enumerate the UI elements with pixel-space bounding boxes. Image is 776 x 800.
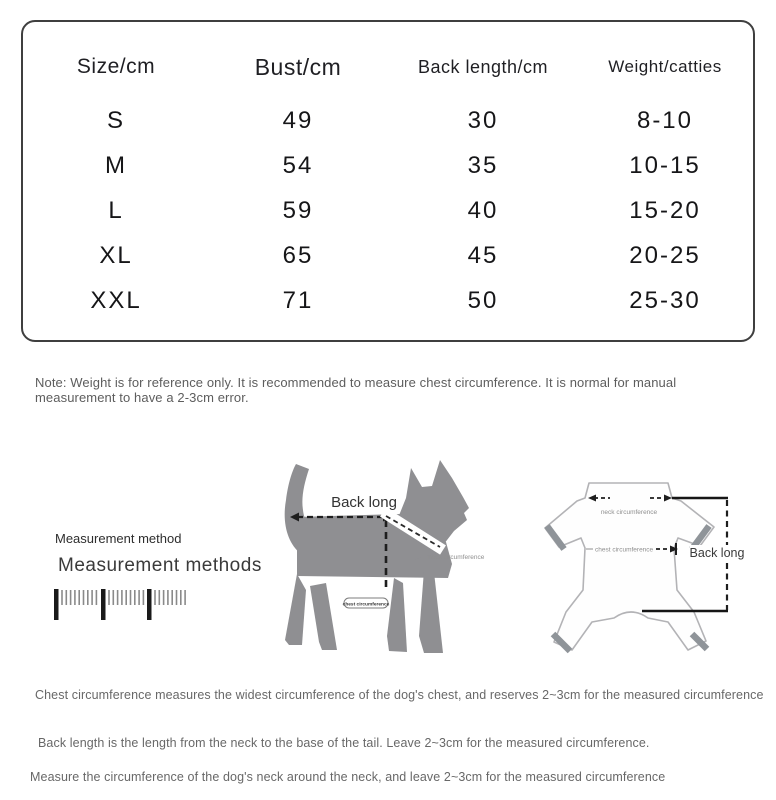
table-cell-bust: 49 <box>282 106 314 134</box>
table-cell-weight: 25-30 <box>629 286 701 314</box>
table-cell-bust: 71 <box>282 286 314 314</box>
footnote-neck: Measure the circumference of the dog's neck around the neck, and leave 2~3cm for the measured circumference <box>30 770 666 784</box>
table-cell-back: 50 <box>467 286 499 314</box>
measurement-methods-title: Measurement methods <box>58 555 262 576</box>
footnote-chest: Chest circumference measures the widest circumference of the dog's chest, and reserves 2~3cm for the measured circumference <box>35 688 764 702</box>
table-cell-bust: 65 <box>282 241 314 269</box>
column-header-weight: Weight/catties <box>608 57 722 76</box>
dog-neck-circumference-label: neck circumference <box>428 554 485 561</box>
garment-neck-circumference-label: neck circumference <box>600 509 658 516</box>
table-cell-weight: 15-20 <box>629 196 701 224</box>
column-header-bust: Bust/cm <box>254 53 342 80</box>
table-cell-size: L <box>108 196 124 224</box>
table-cell-back: 35 <box>467 151 499 179</box>
dog-back-long-label: Back long <box>331 494 397 511</box>
weight-reference-note: Note: Weight is for reference only. It is recommended to measure chest circumference. It is normal for manual measurement to have a 2-3cm error. <box>35 375 677 405</box>
table-cell-size: S <box>106 106 125 134</box>
table-cell-weight: 20-25 <box>629 241 701 269</box>
column-header-back: Back length/cm <box>417 56 549 77</box>
ruler-icon <box>54 588 202 624</box>
table-cell-back: 30 <box>467 106 499 134</box>
table-cell-size: M <box>105 151 127 179</box>
footnote-back-length: Back length is the length from the neck to the base of the tail. Leave 2~3cm for the measured circumference. <box>38 736 650 750</box>
table-cell-bust: 54 <box>282 151 314 179</box>
dog-chest-circumference-label: chest circumference <box>342 602 390 608</box>
column-header-size: Size/cm <box>76 55 156 78</box>
table-cell-weight: 10-15 <box>629 151 701 179</box>
garment-back-long-label-group <box>690 545 746 560</box>
table-cell-weight: 8-10 <box>636 106 694 134</box>
measurement-method-label: Measurement method <box>55 531 182 546</box>
size-table <box>21 20 755 342</box>
garment-back-long-label: Back long <box>689 546 745 560</box>
table-cell-back: 40 <box>467 196 499 224</box>
garment-measurement-diagram <box>540 460 776 660</box>
garment-chest-circumference-label: chest circumference <box>595 546 654 554</box>
table-cell-size: XL <box>99 241 133 269</box>
dog-chest-circumference-badge <box>343 598 390 608</box>
table-cell-size: XXL <box>90 286 142 314</box>
table-cell-back: 45 <box>467 241 499 269</box>
table-cell-bust: 59 <box>282 196 314 224</box>
dog-measurement-diagram <box>280 440 530 665</box>
